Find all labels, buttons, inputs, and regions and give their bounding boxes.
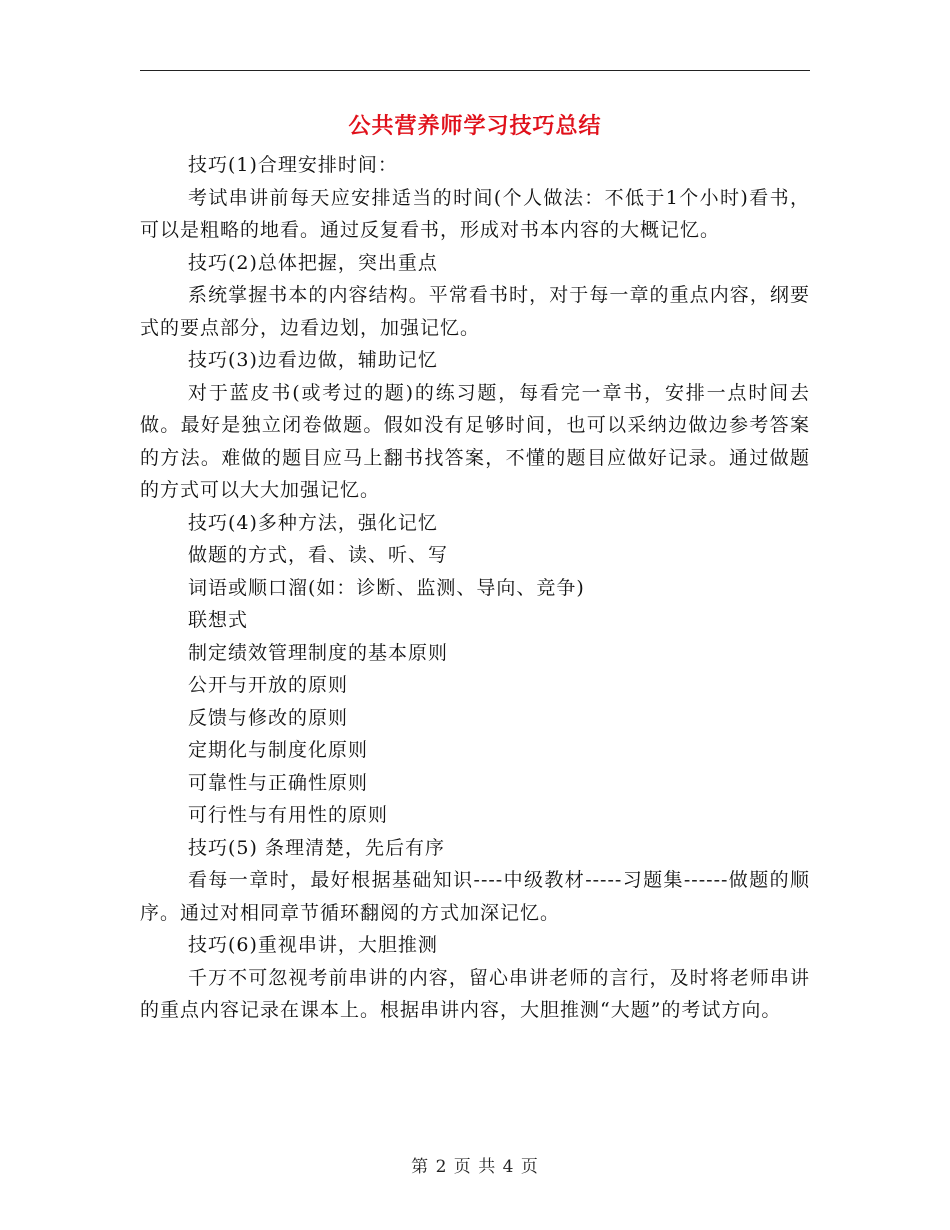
- paragraph: 定期化与制度化原则: [188, 739, 369, 761]
- document-title: 公共营养师学习技巧总结: [348, 113, 602, 139]
- paragraph: 反馈与修改的原则: [188, 706, 349, 729]
- document-body: [140, 149, 810, 1027]
- paragraph: 看每一章时，最好根据基础知识----中级教材-----习题集------做题的顺序。通过对相同章节循环翻阅的方式加深记忆。: [140, 869, 810, 924]
- paragraph: 词语或顺口溜(如：诊断、监测、导向、竞争): [188, 576, 585, 599]
- paragraph: 技巧(5) 条理清楚，先后有序: [188, 836, 445, 859]
- paragraph: 公开与开放的原则: [188, 674, 349, 696]
- paragraph: 技巧(2)总体把握，突出重点: [188, 251, 438, 274]
- paragraph: 可靠性与正确性原则: [188, 771, 369, 794]
- paragraph: 联想式: [188, 609, 249, 631]
- paragraph: 技巧(1)合理安排时间：: [188, 154, 398, 176]
- paragraph: 技巧(6)重视串讲，大胆推测: [188, 934, 438, 956]
- paragraph: 系统掌握书本的内容结构。平常看书时，对于每一章的重点内容，纲要式的要点部分，边看边划，加强记忆。: [140, 284, 810, 339]
- paragraph: 技巧(3)边看边做，辅助记忆: [188, 349, 438, 371]
- paragraph: 可行性与有用性的原则: [188, 804, 389, 826]
- page-number-footer: 第 2 页 共 4 页: [411, 1157, 539, 1177]
- paragraph: 制定绩效管理制度的基本原则: [188, 641, 449, 664]
- paragraph: 技巧(4)多种方法，强化记忆: [188, 511, 438, 534]
- header-rule: [140, 70, 810, 71]
- paragraph: 千万不可忽视考前串讲的内容，留心串讲老师的言行，及时将老师串讲的重点内容记录在课本上。根据串讲内容，大胆推测“大题”的考试方向。: [140, 966, 810, 1021]
- paragraph: 考试串讲前每天应安排适当的时间(个人做法：不低于1个小时)看书，可以是粗略的地看。通过反复看书，形成对书本内容的大概记忆。: [140, 186, 810, 241]
- paragraph: 对于蓝皮书(或考过的题)的练习题，每看完一章书，安排一点时间去做。最好是独立闭卷做题。假如没有足够时间，也可以采纳边做边参考答案的方法。难做的题目应马上翻书找答案，不懂的题目应做好记录。通过做题的方式可以大大加强记忆。: [140, 381, 810, 501]
- paragraph: 做题的方式，看、读、听、写: [188, 544, 449, 566]
